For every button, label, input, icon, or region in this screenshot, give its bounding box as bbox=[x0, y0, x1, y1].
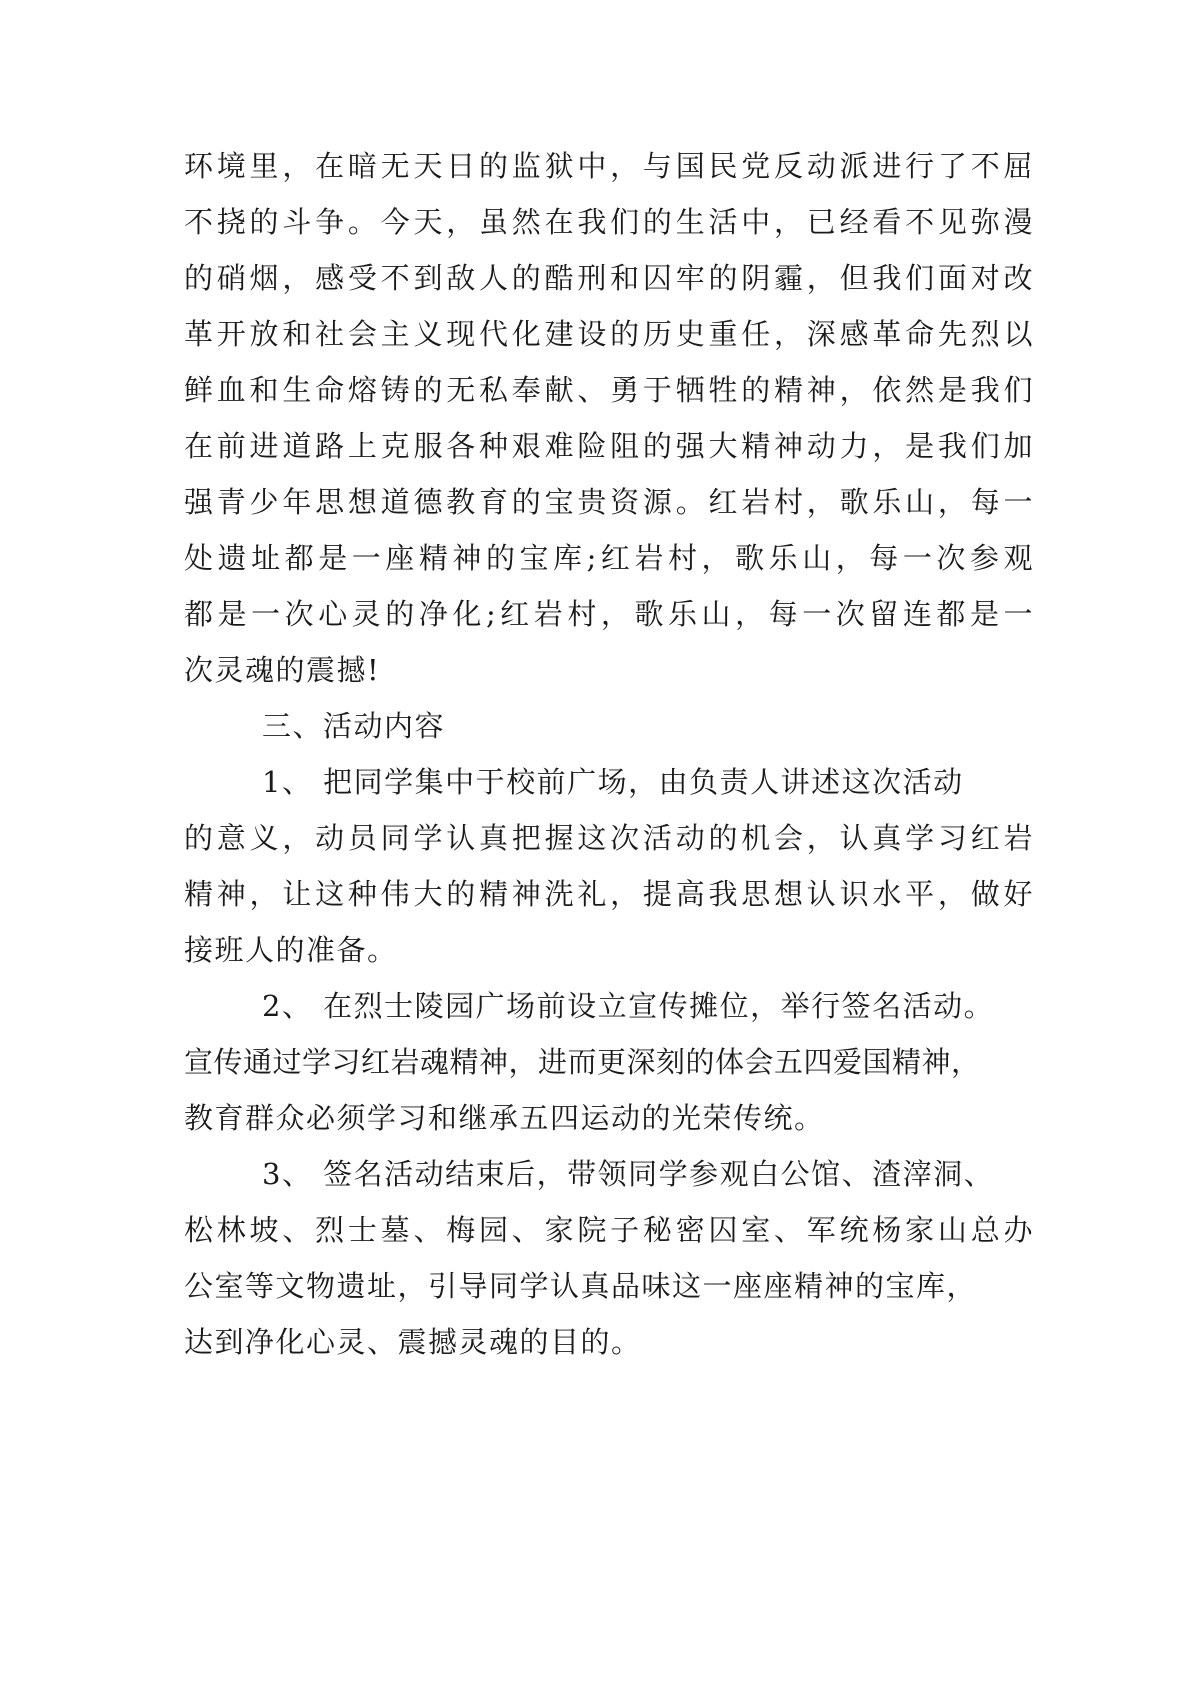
body-text-line: 在前进道路上克服各种艰难险阻的强大精神动力，是我们加 bbox=[184, 429, 1034, 463]
body-text-line: 处遗址都是一座精神的宝库;红岩村，歌乐山，每一次参观 bbox=[184, 541, 1034, 575]
body-text-line: 公室等文物遗址，引导同学认真品味这一座座精神的宝库， bbox=[184, 1269, 978, 1303]
body-text-line: 环境里，在暗无天日的监狱中，与国民党反动派进行了不屈 bbox=[184, 149, 1034, 183]
body-text-line: 强青少年思想道德教育的宝贵资源。红岩村，歌乐山，每一 bbox=[184, 485, 1034, 519]
body-text-line: 不挠的斗争。今天，虽然在我们的生活中，已经看不见弥漫 bbox=[184, 205, 1034, 239]
body-text-line: 宣传通过学习红岩魂精神，进而更深刻的体会五四爱国精神， bbox=[184, 1045, 981, 1079]
body-text-line: 次灵魂的震撼! bbox=[184, 653, 381, 687]
list-item-3-first-line: 3、 签名活动结束后，带领同学参观白公馆、渣滓洞、 bbox=[262, 1157, 995, 1191]
body-text-line: 达到净化心灵、震撼灵魂的目的。 bbox=[184, 1325, 642, 1359]
body-text-line: 革开放和社会主义现代化建设的历史重任，深感革命先烈以 bbox=[184, 317, 1034, 351]
body-text-line: 的意义，动员同学认真把握这次活动的机会，认真学习红岩 bbox=[184, 821, 1034, 855]
body-text-line: 教育群众必须学习和继承五四运动的光荣传统。 bbox=[184, 1101, 825, 1135]
body-text-line: 的硝烟，感受不到敌人的酷刑和囚牢的阴霾，但我们面对改 bbox=[184, 261, 1034, 295]
body-text-line: 鲜血和生命熔铸的无私奉献、勇于牺牲的精神，依然是我们 bbox=[184, 373, 1034, 407]
body-text-line: 精神，让这种伟大的精神洗礼，提高我思想认识水平，做好 bbox=[184, 877, 1034, 911]
list-item-1-first-line: 1、 把同学集中于校前广场，由负责人讲述这次活动 bbox=[262, 765, 964, 799]
body-text-line: 接班人的准备。 bbox=[184, 933, 398, 967]
section-heading: 三、活动内容 bbox=[262, 709, 446, 743]
list-item-2-first-line: 2、 在烈士陵园广场前设立宣传摊位，举行签名活动。 bbox=[262, 989, 995, 1023]
body-text-line: 都是一次心灵的净化;红岩村，歌乐山，每一次留连都是一 bbox=[184, 597, 1034, 631]
body-text-line: 松林坡、烈士墓、梅园、家院子秘密囚室、军统杨家山总办 bbox=[184, 1213, 1034, 1247]
